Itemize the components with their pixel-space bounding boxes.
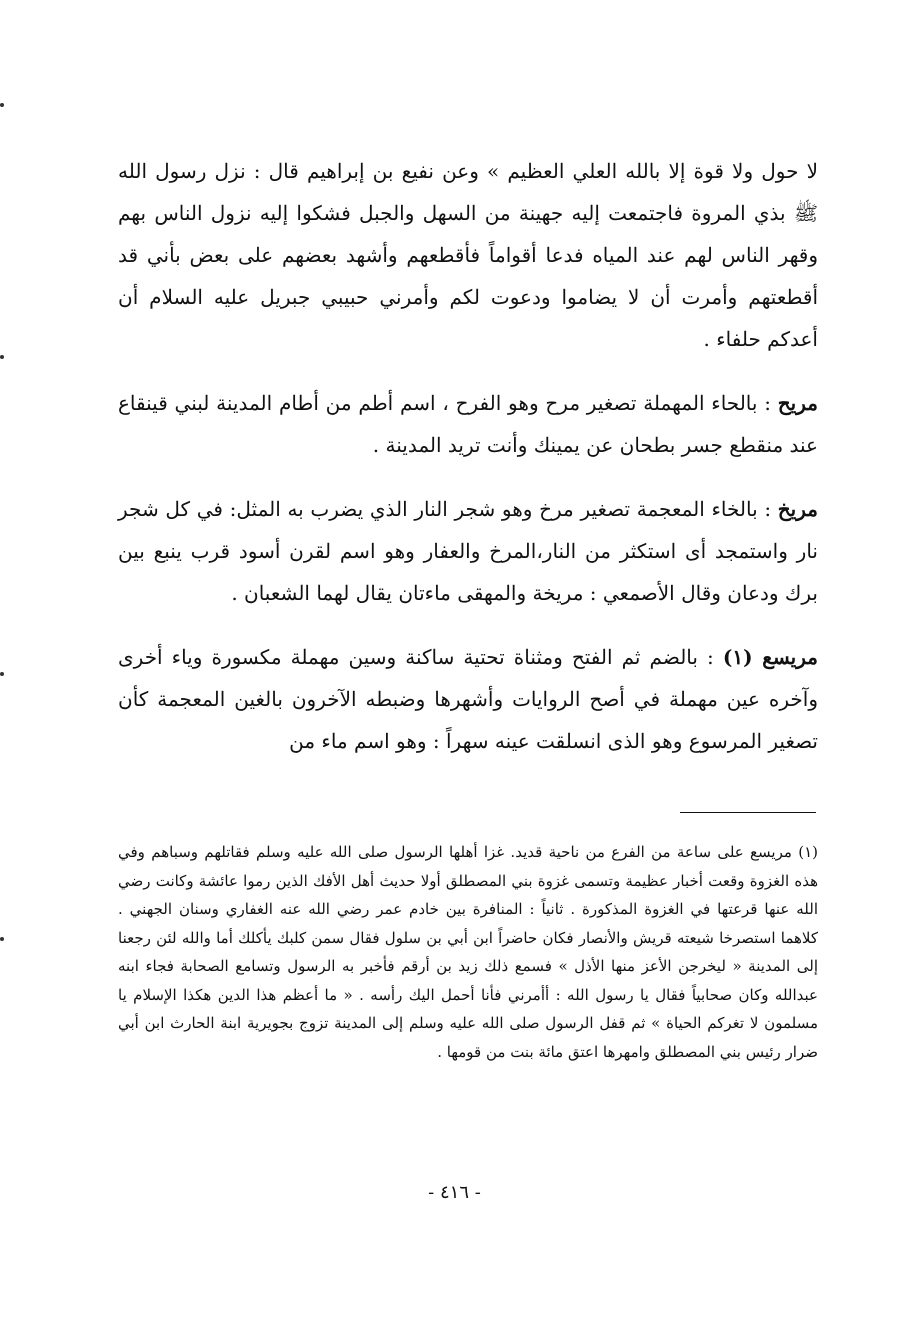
margin-mark [0, 937, 4, 941]
entry-headword: مريح [777, 391, 818, 415]
footnote: (١) مريسع على ساعة من الفرع من ناحية قديد. غزا أهلها الرسول صلى الله عليه وسلم فقاتلهم وسباهم وفي هذه الغزوة وقعت أخبار عظيمة وتسمى غزوة بني المصطلق أولا حديث أهل الأفك الذين رموا عائشة وكانت رضي الله عنها قرعتها في الغزوة المذكورة . ثانياً : المنافرة بين خادم عمر رضي الله عنه الغفاري وسنان الجهني . كلاهما استصرخا شيعته قريش والأنصار فكان حاضراً ابن أبي بن سلول فقال سمن كلبك يأكلك أما والله لئن رجعنا إلى المدينة « ليخرجن الأعز منها الأذل » فسمع ذلك زيد بن أرقم فأخبر به الرسول وتسامع الصحابة فجاء ابنه عبدالله وكان صحابياً فقال يا رسول الله : أأمرني فأنا أحمل اليك رأسه . « ما أعظم هذا الدين هكذا الإسلام يا مسلمون لا تغركم الحياة » ثم قفل الرسول صلى الله عليه وسلم إلى المدينة تزوج بجويرية ابنة الحارث ابن أبي ضرار رئيس بني المصطلق وامهرها اعتق مائة بنت من قومها . [118, 843, 818, 1061]
margin-mark [0, 103, 4, 107]
paragraph-opening [118, 150, 818, 360]
page-number: - ٤١٦ - [428, 1182, 481, 1203]
entry-headword: مريخ [777, 497, 818, 521]
paragraph-text: لا حول ولا قوة إلا بالله العلي العظيم » وعن نفيع بن إبراهيم قال : نزل رسول الله ﷺ بذي المروة فاجتمعت إليه جهينة من السهل والجبل فشكوا إليه نزول الناس بهم وقهر الناس لهم عند المياه فدعا أقواماً فأقطعهم وأشهد بعضهم على بعض بأني قد أقطعتهم وأمرت أن لا يضاموا ودعوت لكم وأمرني حبيبي جبريل عليه السلام أن أعدكم حلفاء . [118, 159, 819, 351]
entry-muraysi [118, 636, 818, 762]
entry-text: : بالضم ثم الفتح ومثناة تحتية ساكنة وسين مهملة مكسورة وياء أخرى وآخره عين مهملة في أصح الروايات وأشهرها وضبطه الآخرون بالغين المعجمة كأن تصغير المرسوع وهو الذى انسلقت عينه سهراً : وهو اسم ماء من [118, 645, 818, 753]
entry-headword: مريسع (١) [722, 645, 818, 669]
main-text [118, 150, 818, 762]
entry-text: : بالحاء المهملة تصغير مرح وهو الفرح ، اسم أطم من أطام المدينة لبني قينقاع عند منقطع جسر بطحان عن يمينك وأنت تريد المدينة . [118, 391, 818, 457]
footnote-separator [680, 812, 816, 813]
margin-mark [0, 672, 4, 676]
margin-mark [0, 355, 4, 359]
entry-murayh [118, 382, 818, 466]
entry-muraykh [118, 488, 818, 614]
entry-text: : بالخاء المعجمة تصغير مرخ وهو شجر النار الذي يضرب به المثل: في كل شجر نار واستمجد أى استكثر من النار،المرخ والعفار وهو اسم لقرن أسود قرب ينبع بين برك ودعان وقال الأصمعي : مريخة والمهقى ماءتان يقال لهما الشعبان . [118, 497, 818, 605]
